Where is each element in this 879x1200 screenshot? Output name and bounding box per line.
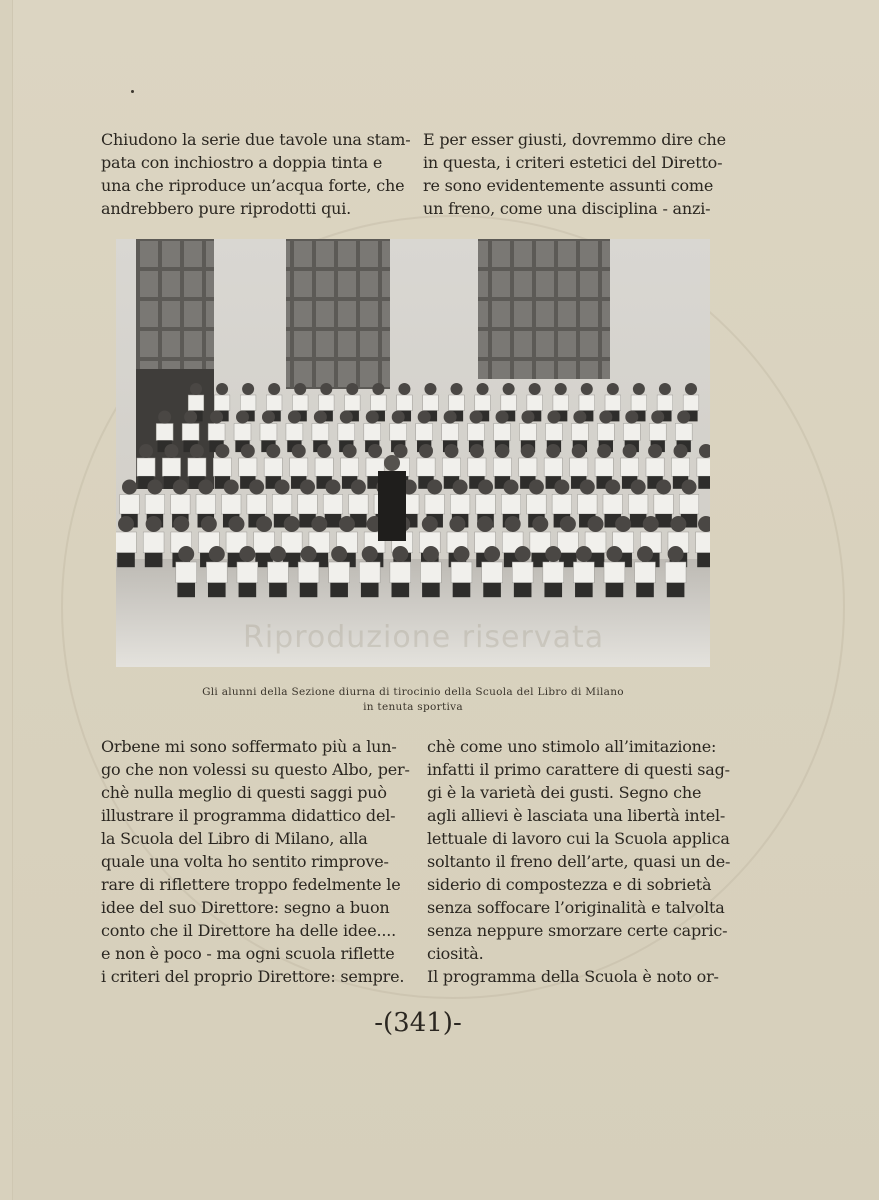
text-line: gi è la varietà dei gusti. Segno che (427, 783, 702, 802)
text-line: illustrare il programma didattico del- (101, 806, 396, 825)
text-line: go che non volessi su questo Albo, per- (101, 760, 410, 779)
caption-line: Gli alunni della Sezione diurna di tirocinio della Scuola del Libro di Milano (202, 686, 624, 698)
text-line: chè come uno stimolo all’imitazione: (427, 737, 717, 756)
text-line: chè nulla meglio di questi saggi può (101, 783, 387, 802)
speck (131, 90, 134, 93)
text-line: Il programma della Scuola è noto or- (427, 967, 719, 986)
text-line: Chiudono la serie due tavole una stam- (101, 130, 411, 149)
text-line: E per esser giusti, dovremmo dire che (423, 130, 726, 149)
text-line: e non è poco - ma ogni scuola riflette (101, 944, 395, 963)
text-line: andrebbero pure riprodotti qui. (101, 199, 352, 218)
caption-line: in tenuta sportiva (363, 701, 463, 713)
text-column-top-right (423, 128, 728, 220)
watermark-text: Riproduzione riservata (243, 620, 605, 655)
text-line: Orbene mi sono soffermato più a lun- (101, 737, 397, 756)
text-line: lettuale di lavoro cui la Scuola applica (427, 829, 730, 848)
text-line: idee del suo Direttore: segno a buon (101, 898, 390, 917)
text-column-top-left (101, 128, 411, 220)
text-line: una che riproduce un’acqua forte, che (101, 176, 405, 195)
text-line: soltanto il freno dell’arte, quasi un de- (427, 852, 731, 871)
photo-caption (113, 685, 713, 715)
text-column-bottom-left (101, 735, 410, 988)
text-line: un freno, come una disciplina - anzi- (423, 199, 711, 218)
page-number: -(341)- (374, 1008, 462, 1038)
text-line: in questa, i criteri estetici del Diretto- (423, 153, 723, 172)
text-line: conto che il Direttore ha delle idee.... (101, 921, 397, 940)
text-line: senza soffocare l’originalità e talvolta (427, 898, 725, 917)
page (12, 0, 879, 1200)
text-line: agli allievi è lasciata una libertà intel- (427, 806, 726, 825)
text-line: infatti il primo carattere di questi sag- (427, 760, 730, 779)
group-photograph (116, 239, 710, 667)
text-line: i criteri del proprio Direttore: sempre. (101, 967, 405, 986)
text-line: siderio di compostezza e di sobrietà (427, 875, 712, 894)
text-line: rare di riflettere troppo fedelmente le (101, 875, 401, 894)
text-line: la Scuola del Libro di Milano, alla (101, 829, 368, 848)
text-column-bottom-right (427, 735, 732, 988)
text-line: re sono evidentemente assunti come (423, 176, 714, 195)
text-line: senza neppure smorzare certe capric- (427, 921, 728, 940)
text-line: ciosità. (427, 944, 484, 963)
text-line: pata con inchiostro a doppia tinta e (101, 153, 383, 172)
text-line: quale una volta ho sentito rimprove- (101, 852, 389, 871)
